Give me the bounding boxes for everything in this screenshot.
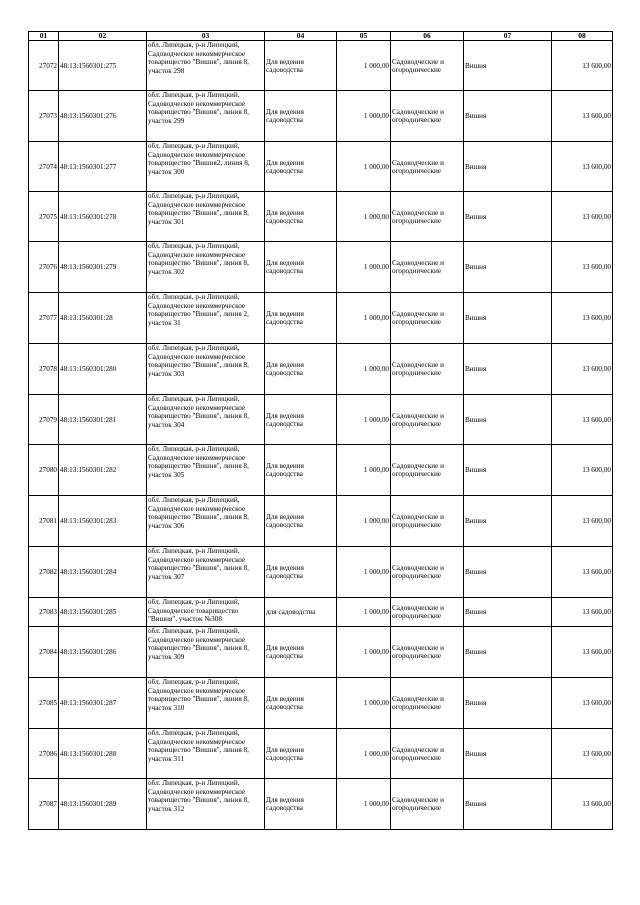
area-cell [337,779,391,830]
row-number-cell [29,627,59,678]
area-text: 1 000,00 [363,749,389,758]
permitted-use-cell [265,627,337,678]
address-cell [147,242,265,293]
land-category-text: Садоводческие и огороднические [392,513,444,530]
address-cell [147,91,265,142]
partnership-name-cell [464,293,552,344]
area-text: 1 000,00 [363,365,389,374]
table-row [29,293,613,344]
partnership-name-text: Вишня [465,162,487,171]
row-number-cell [29,496,59,547]
cadastral-number-cell [59,344,147,395]
cadastral-value-text: 13 600,00 [582,608,611,617]
area-text: 1 000,00 [363,162,389,171]
partnership-name-cell [464,496,552,547]
cadastral-number-text: 48:13:1560301:281 [60,415,117,424]
table-row [29,779,613,830]
row-number-cell [29,192,59,242]
area-text: 1 000,00 [363,648,389,657]
address-text: обл. Липецкая, р-н Липецкий, Садоводческое некоммерческое товарищество "Вишня", линия 8, участок 305 [148,445,249,479]
cadastral-number-cell [59,293,147,344]
cadastral-number-text: 48:13:1560301:283 [60,517,117,526]
permitted-use-cell [265,496,337,547]
address-text: обл. Липецкая, р-н Липецкий, Садоводческое некоммерческое товарищество "Вишня", линия 8, участок 302 [148,242,249,276]
area-text: 1 000,00 [363,568,389,577]
land-category-cell [391,678,464,729]
area-cell [337,142,391,192]
land-category-cell [391,91,464,142]
address-text: обл. Липецкая, р-н Липецкий, Садоводческое некоммерческое товарищество "Вишня", линия 8, участок 310 [148,678,249,712]
table-row [29,41,613,91]
column-header: 03 [147,32,265,41]
cadastral-value-text: 13 600,00 [582,61,611,70]
permitted-use-text: Для ведения садоводства [266,108,304,125]
land-category-cell [391,142,464,192]
area-cell [337,547,391,598]
partnership-name-cell [464,547,552,598]
cadastral-number-cell [59,627,147,678]
table-row [29,344,613,395]
land-category-text: Садоводческие и огороднические [392,695,444,712]
address-cell [147,192,265,242]
cadastral-value-text: 13 600,00 [582,415,611,424]
permitted-use-text: Для ведения садоводства [266,462,304,479]
permitted-use-cell [265,293,337,344]
area-text: 1 000,00 [363,699,389,708]
cadastral-number-text: 48:13:1560301:285 [60,608,117,617]
address-cell [147,41,265,91]
area-cell [337,445,391,496]
land-category-text: Садоводческие и огороднические [392,604,444,621]
cadastral-value-cell [552,445,613,496]
area-text: 1 000,00 [363,112,389,121]
area-cell [337,678,391,729]
partnership-name-text: Вишня [465,800,487,809]
address-cell [147,445,265,496]
cadastral-number-cell [59,547,147,598]
cadastral-value-cell [552,344,613,395]
cadastral-value-text: 13 600,00 [582,212,611,221]
cadastral-value-cell [552,779,613,830]
land-category-text: Садоводческие и огороднические [392,158,444,175]
area-cell [337,395,391,445]
cadastral-number-text: 48:13:1560301:278 [60,212,117,221]
cadastral-number-text: 48:13:1560301:276 [60,112,117,121]
partnership-name-cell [464,344,552,395]
partnership-name-text: Вишня [465,648,487,657]
cadastral-value-cell [552,627,613,678]
partnership-name-cell [464,445,552,496]
land-category-text: Садоводческие и огороднические [392,462,444,479]
partnership-name-text: Вишня [465,749,487,758]
cadastral-number-cell [59,242,147,293]
partnership-name-text: Вишня [465,415,487,424]
permitted-use-text: Для ведения садоводства [266,745,304,762]
table-row [29,142,613,192]
cadastral-number-cell [59,192,147,242]
address-text: обл. Липецкая, р-н Липецкий, Садоводческое некоммерческое товарищество "Вишня", линия 8, участок 298 [148,41,249,75]
column-header: 01 [29,32,59,41]
permitted-use-cell [265,395,337,445]
cadastral-value-text: 13 600,00 [582,749,611,758]
row-number-text: 27077 [39,314,57,323]
partnership-name-text: Вишня [465,568,487,577]
partnership-name-cell [464,142,552,192]
permitted-use-text: Для ведения садоводства [266,310,304,327]
column-header: 05 [337,32,391,41]
cadastral-number-text: 48:13:1560301:28 [60,314,113,323]
cadastral-number-cell [59,779,147,830]
land-category-text: Садоводческие и огороднические [392,411,444,428]
partnership-name-cell [464,395,552,445]
partnership-name-cell [464,598,552,627]
partnership-name-text: Вишня [465,365,487,374]
cadastral-number-text: 48:13:1560301:282 [60,466,117,475]
row-number-cell [29,142,59,192]
row-number-text: 27078 [39,365,57,374]
cadastral-value-text: 13 600,00 [582,112,611,121]
land-category-cell [391,729,464,779]
permitted-use-cell [265,547,337,598]
cadastral-value-cell [552,598,613,627]
address-cell [147,729,265,779]
cadastral-value-cell [552,142,613,192]
area-cell [337,729,391,779]
table-row [29,395,613,445]
land-category-text: Садоводческие и огороднические [392,361,444,378]
row-number-cell [29,293,59,344]
table-row [29,729,613,779]
permitted-use-cell [265,779,337,830]
row-number-cell [29,395,59,445]
address-text: обл. Липецкая, р-н Липецкий, Садоводческое некоммерческое товарищество "Вишня2, линия 8, участок 300 [148,142,250,176]
permitted-use-text: Для ведения садоводства [266,361,304,378]
cadastral-value-text: 13 600,00 [582,162,611,171]
land-category-cell [391,547,464,598]
cadastral-number-text: 48:13:1560301:279 [60,263,117,272]
cadastral-value-text: 13 600,00 [582,699,611,708]
column-header: 08 [552,32,613,41]
address-cell [147,678,265,729]
area-cell [337,598,391,627]
permitted-use-text: Для ведения садоводства [266,259,304,276]
area-text: 1 000,00 [363,212,389,221]
address-text: обл. Липецкая, р-н Липецкий, Садоводческое товарищество "Вишня", участок №308 [148,598,240,624]
row-number-text: 27081 [39,517,57,526]
area-cell [337,41,391,91]
row-number-text: 27072 [39,61,57,70]
address-cell [147,344,265,395]
address-text: обл. Липецкая, р-н Липецкий, Садоводческое некоммерческое товарищество "Вишня", линия 8, участок 304 [148,395,249,429]
row-number-cell [29,779,59,830]
cadastral-number-cell [59,91,147,142]
permitted-use-text: для садоводства [266,608,316,617]
cadastral-value-cell [552,192,613,242]
land-category-cell [391,344,464,395]
permitted-use-text: Для ведения садоводства [266,208,304,225]
row-number-cell [29,729,59,779]
row-number-text: 27074 [39,162,57,171]
land-category-cell [391,496,464,547]
land-category-text: Садоводческие и огороднические [392,644,444,661]
land-category-cell [391,192,464,242]
row-number-text: 27082 [39,568,57,577]
land-category-text: Садоводческие и огороднические [392,208,444,225]
cadastral-value-text: 13 600,00 [582,466,611,475]
address-cell [147,547,265,598]
cadastral-number-text: 48:13:1560301:289 [60,800,117,809]
land-category-text: Садоводческие и огороднические [392,796,444,813]
permitted-use-cell [265,678,337,729]
cadastral-value-text: 13 600,00 [582,365,611,374]
address-cell [147,598,265,627]
cadastral-value-cell [552,547,613,598]
address-cell [147,496,265,547]
permitted-use-text: Для ведения садоводства [266,57,304,74]
table-row [29,91,613,142]
area-text: 1 000,00 [363,415,389,424]
table-row [29,242,613,293]
area-cell [337,192,391,242]
land-category-cell [391,395,464,445]
cadastral-number-cell [59,678,147,729]
land-category-text: Садоводческие и огороднические [392,564,444,581]
cadastral-number-cell [59,496,147,547]
permitted-use-cell [265,192,337,242]
address-cell [147,142,265,192]
row-number-text: 27084 [39,648,57,657]
row-number-text: 27087 [39,800,57,809]
permitted-use-text: Для ведения садоводства [266,564,304,581]
partnership-name-text: Вишня [465,608,487,617]
land-category-cell [391,598,464,627]
address-text: обл. Липецкая, р-н Липецкий, Садоводческое некоммерческое товарищество "Вишня", линия 8, участок 299 [148,91,249,125]
cadastral-value-text: 13 600,00 [582,800,611,809]
column-header: 06 [391,32,464,41]
cadastral-number-cell [59,729,147,779]
permitted-use-text: Для ведения садоводства [266,158,304,175]
column-header: 07 [464,32,552,41]
address-text: обл. Липецкая, р-н Липецкий, Садоводческое некоммерческое товарищество "Вишня", линия 8, участок 312 [148,779,249,813]
cadastral-number-text: 48:13:1560301:280 [60,365,117,374]
row-number-cell [29,678,59,729]
cadastral-number-text: 48:13:1560301:277 [60,162,117,171]
partnership-name-text: Вишня [465,61,487,70]
permitted-use-cell [265,41,337,91]
cadastral-number-text: 48:13:1560301:284 [60,568,117,577]
partnership-name-cell [464,41,552,91]
permitted-use-cell [265,729,337,779]
land-category-cell [391,779,464,830]
table-row [29,547,613,598]
area-text: 1 000,00 [363,314,389,323]
cadastral-number-text: 48:13:1560301:286 [60,648,117,657]
area-text: 1 000,00 [363,800,389,809]
row-number-cell [29,445,59,496]
column-header: 04 [265,32,337,41]
area-cell [337,627,391,678]
table-row [29,445,613,496]
table-row [29,627,613,678]
area-cell [337,242,391,293]
area-cell [337,344,391,395]
row-number-text: 27079 [39,415,57,424]
row-number-cell [29,41,59,91]
area-cell [337,496,391,547]
partnership-name-cell [464,192,552,242]
header-row [29,32,613,41]
permitted-use-text: Для ведения садоводства [266,796,304,813]
cadastral-value-cell [552,91,613,142]
cadastral-number-cell [59,598,147,627]
address-text: обл. Липецкая, р-н Липецкий, Садоводческое некоммерческое товарищество "Вишня", линия 8, участок 306 [148,496,249,530]
land-category-cell [391,41,464,91]
cadastral-value-text: 13 600,00 [582,517,611,526]
row-number-text: 27086 [39,749,57,758]
row-number-text: 27085 [39,699,57,708]
area-text: 1 000,00 [363,608,389,617]
cadastral-value-text: 13 600,00 [582,314,611,323]
partnership-name-text: Вишня [465,314,487,323]
row-number-text: 27075 [39,212,57,221]
row-number-cell [29,91,59,142]
row-number-text: 27083 [39,608,57,617]
permitted-use-cell [265,242,337,293]
land-category-cell [391,293,464,344]
column-header: 02 [59,32,147,41]
cadastral-value-cell [552,496,613,547]
land-category-text: Садоводческие и огороднические [392,108,444,125]
row-number-cell [29,344,59,395]
table-row [29,496,613,547]
row-number-text: 27076 [39,263,57,272]
land-category-text: Садоводческие и огороднические [392,57,444,74]
partnership-name-cell [464,91,552,142]
cadastral-number-text: 48:13:1560301:288 [60,749,117,758]
address-text: обл. Липецкая, р-н Липецкий, Садоводческое некоммерческое товарищество "Вишня", линия 8, участок 303 [148,344,249,378]
land-category-cell [391,445,464,496]
table-body [29,41,613,830]
partnership-name-cell [464,779,552,830]
land-category-text: Садоводческие и огороднические [392,259,444,276]
address-text: обл. Липецкая, р-н Липецкий, Садоводческое некоммерческое товарищество "Вишня", линия 8, участок 301 [148,192,249,226]
area-text: 1 000,00 [363,61,389,70]
land-category-cell [391,627,464,678]
partnership-name-cell [464,627,552,678]
row-number-text: 27080 [39,466,57,475]
area-cell [337,293,391,344]
permitted-use-text: Для ведения садоводства [266,411,304,428]
permitted-use-cell [265,598,337,627]
area-text: 1 000,00 [363,466,389,475]
address-text: обл. Липецкая, р-н Липецкий, Садоводческое некоммерческое товарищество "Вишня", линия 8, участок 311 [148,729,249,763]
cadastral-number-text: 48:13:1560301:287 [60,699,117,708]
row-number-cell [29,598,59,627]
address-cell [147,395,265,445]
cadastral-value-cell [552,242,613,293]
cadastral-value-text: 13 600,00 [582,568,611,577]
land-category-cell [391,242,464,293]
address-text: обл. Липецкая, р-н Липецкий, Садоводческое некоммерческое товарищество "Вишня", линия 8, участок 307 [148,547,249,581]
table-row [29,192,613,242]
cadastral-value-cell [552,395,613,445]
address-cell [147,779,265,830]
partnership-name-cell [464,729,552,779]
table-row [29,678,613,729]
partnership-name-text: Вишня [465,699,487,708]
area-text: 1 000,00 [363,263,389,272]
cadastral-value-text: 13 600,00 [582,263,611,272]
row-number-cell [29,547,59,598]
address-text: обл. Липецкая, р-н Липецкий, Садоводческое некоммерческое товарищество "Вишня", линия 2, участок 31 [148,293,249,327]
partnership-name-cell [464,242,552,293]
cadastral-number-cell [59,395,147,445]
row-number-cell [29,242,59,293]
cadastral-number-cell [59,41,147,91]
partnership-name-text: Вишня [465,466,487,475]
cadastral-value-cell [552,41,613,91]
table-row [29,598,613,627]
cadastral-value-cell [552,729,613,779]
cadastral-number-cell [59,445,147,496]
permitted-use-text: Для ведения садоводства [266,644,304,661]
area-text: 1 000,00 [363,517,389,526]
partnership-name-text: Вишня [465,212,487,221]
partnership-name-text: Вишня [465,517,487,526]
partnership-name-text: Вишня [465,263,487,272]
cadastral-number-cell [59,142,147,192]
permitted-use-cell [265,142,337,192]
address-cell [147,627,265,678]
permitted-use-cell [265,445,337,496]
permitted-use-text: Для ведения садоводства [266,695,304,712]
permitted-use-cell [265,91,337,142]
partnership-name-text: Вишня [465,112,487,121]
area-cell [337,91,391,142]
land-category-text: Садоводческие и огороднические [392,745,444,762]
row-number-text: 27073 [39,112,57,121]
cadastral-value-cell [552,678,613,729]
cadastral-value-text: 13 600,00 [582,648,611,657]
partnership-name-cell [464,678,552,729]
permitted-use-cell [265,344,337,395]
address-cell [147,293,265,344]
address-text: обл. Липецкая, р-н Липецкий, Садоводческое некоммерческое товарищество "Вишня", линия 8, участок 309 [148,627,249,661]
cadastral-number-text: 48:13:1560301:275 [60,61,117,70]
cadastral-value-cell [552,293,613,344]
land-category-text: Садоводческие и огороднические [392,310,444,327]
permitted-use-text: Для ведения садоводства [266,513,304,530]
land-registry-table [28,31,613,830]
